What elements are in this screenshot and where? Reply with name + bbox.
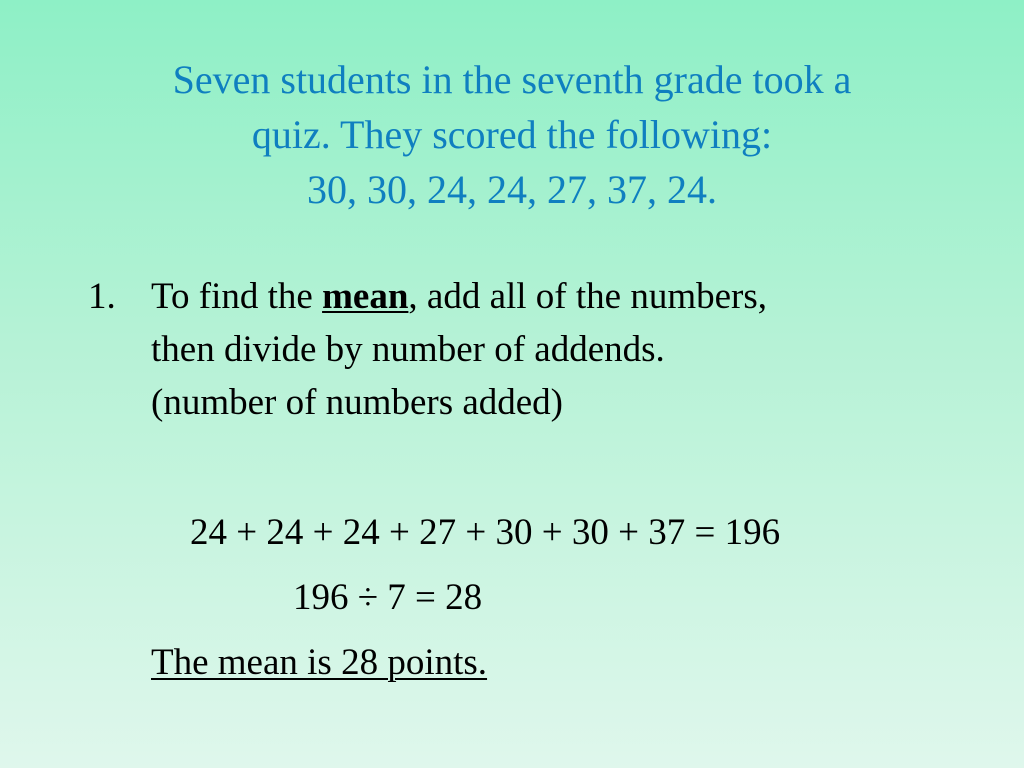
- slide-title: [60, 52, 964, 217]
- keyword-mean: mean: [322, 276, 409, 317]
- title-line-3: 30, 30, 24, 24, 27, 37, 24.: [307, 167, 717, 212]
- line1-before-text: To find the: [151, 276, 323, 317]
- line1-after-text: , add all of the numbers,: [408, 276, 768, 317]
- list-item-number: 1.: [88, 276, 116, 317]
- list-item-text: [151, 270, 971, 429]
- sum-equation: 24 + 24 + 24 + 27 + 30 + 30 + 37 = 196: [190, 512, 781, 553]
- title-line-2: quiz. They scored the following:: [251, 112, 773, 157]
- list-item-line-3: (number of numbers added): [151, 382, 564, 423]
- division-equation: 196 ÷ 7 = 28: [293, 577, 483, 618]
- list-item-line-2: then divide by number of addends.: [151, 329, 665, 370]
- conclusion-text: The mean is 28 points.: [151, 642, 488, 683]
- title-line-1: Seven students in the seventh grade took a: [172, 57, 852, 102]
- list-item-line-1: [151, 270, 971, 323]
